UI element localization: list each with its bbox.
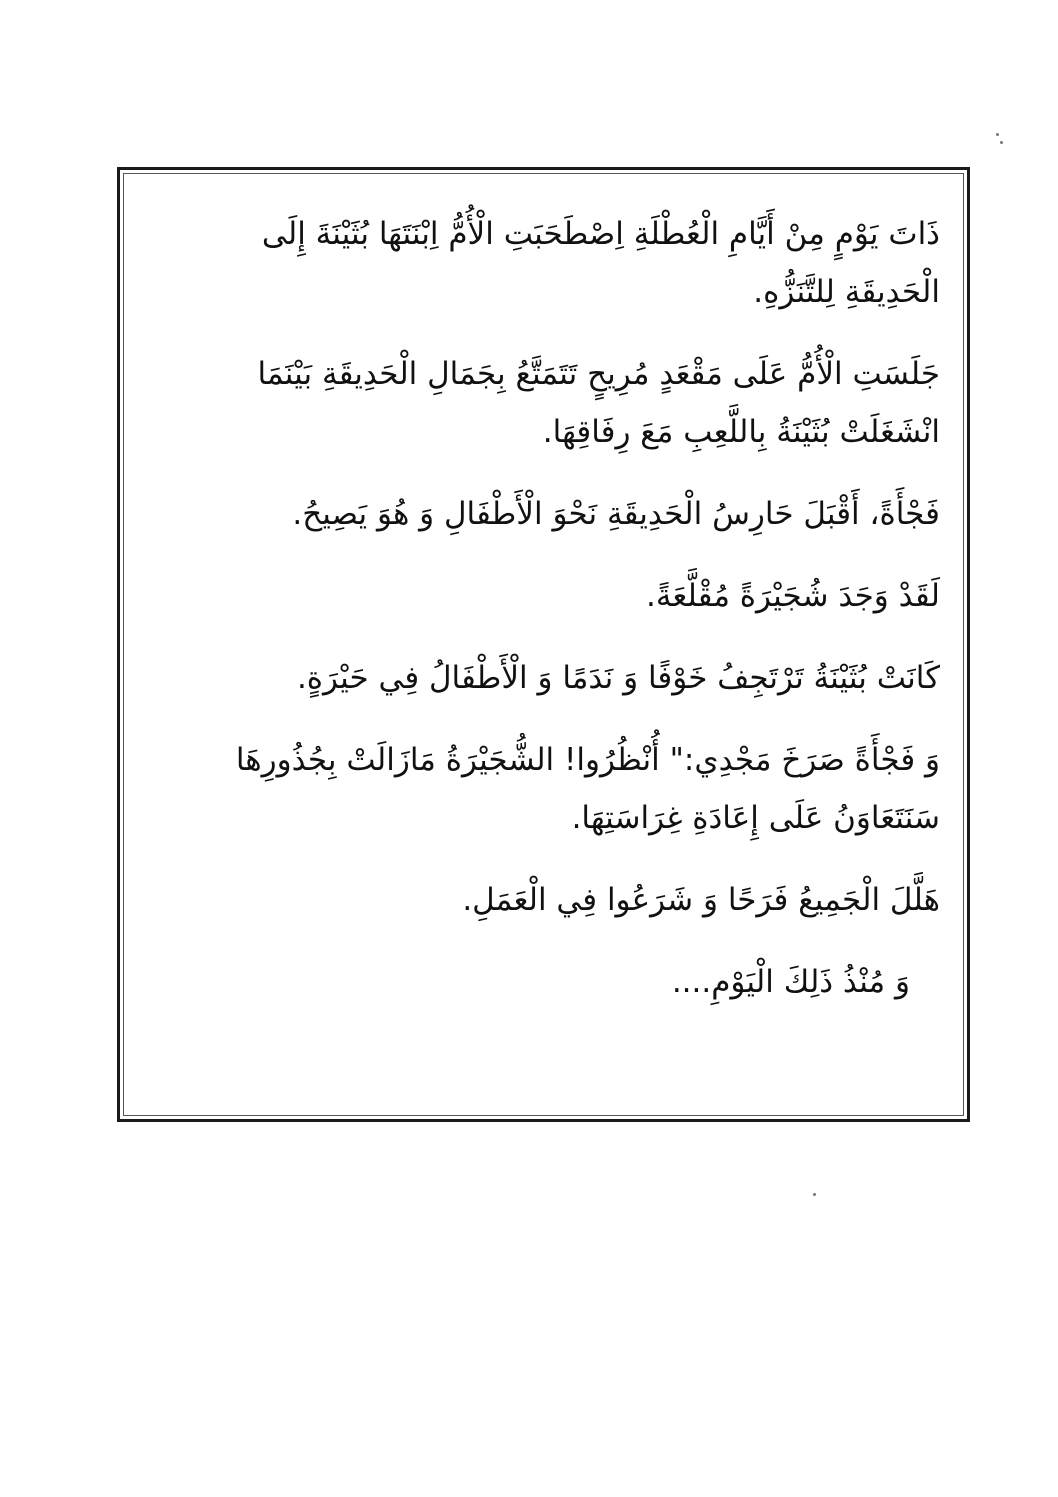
- scan-speck: [1000, 141, 1003, 144]
- scan-speck: [996, 133, 999, 136]
- story-paragraph-5: كَانَتْ بُثَيْنَةُ تَرْتَجِفُ خَوْفًا وَ نَدَمًا وَ الْأَطْفَالُ فِي حَيْرَةٍ.: [296, 660, 940, 696]
- story-paragraph-3: فَجْأَةً، أَقْبَلَ حَارِسُ الْحَدِيقَةِ نَحْوَ الْأَطْفَالِ وَ هُوَ يَصِيحُ.: [292, 496, 940, 532]
- story-paragraph-4: لَقَدْ وَجَدَ شُجَيْرَةً مُقْلَّعَةً.: [645, 578, 940, 614]
- story-paragraph-7: هَلَّلَ الْجَمِيعُ فَرَحًا وَ شَرَعُوا فِي الْعَمَلِ.: [462, 882, 940, 918]
- story-paragraph-1: ذَاتَ يَوْمٍ مِنْ أَيَّامِ الْعُطْلَةِ اِصْطَحَبَتِ الْأُمُّ اِبْنَتَهَا بُثَيْنَةَ إِلَى الْحَدِيقَةِ لِلتَّنَزُّهِ.: [261, 216, 940, 310]
- story-paragraph-8: وَ مُنْذُ ذَلِكَ الْيَوْمِ....: [671, 964, 910, 1000]
- story-paragraph-2: جَلَسَتِ الْأُمُّ عَلَى مَقْعَدٍ مُرِيحٍ تَتَمَتَّعُ بِجَمَالِ الْحَدِيقَةِ بَيْنَمَا انْشَغَلَتْ بُثَيْنَةُ بِاللَّعِبِ مَعَ رِفَاقِهَا.: [257, 356, 940, 450]
- story-paragraph-6: وَ فَجْأَةً صَرَخَ مَجْدِي:" أُنْظُرُوا! الشُّجَيْرَةُ مَازَالَتْ بِجُذُورِهَا سَنَتَعَاوَنُ عَلَى إِعَادَةِ غِرَاسَتِهَا.: [235, 742, 940, 836]
- story-text: [160, 205, 940, 1035]
- scan-speck: [813, 1193, 816, 1196]
